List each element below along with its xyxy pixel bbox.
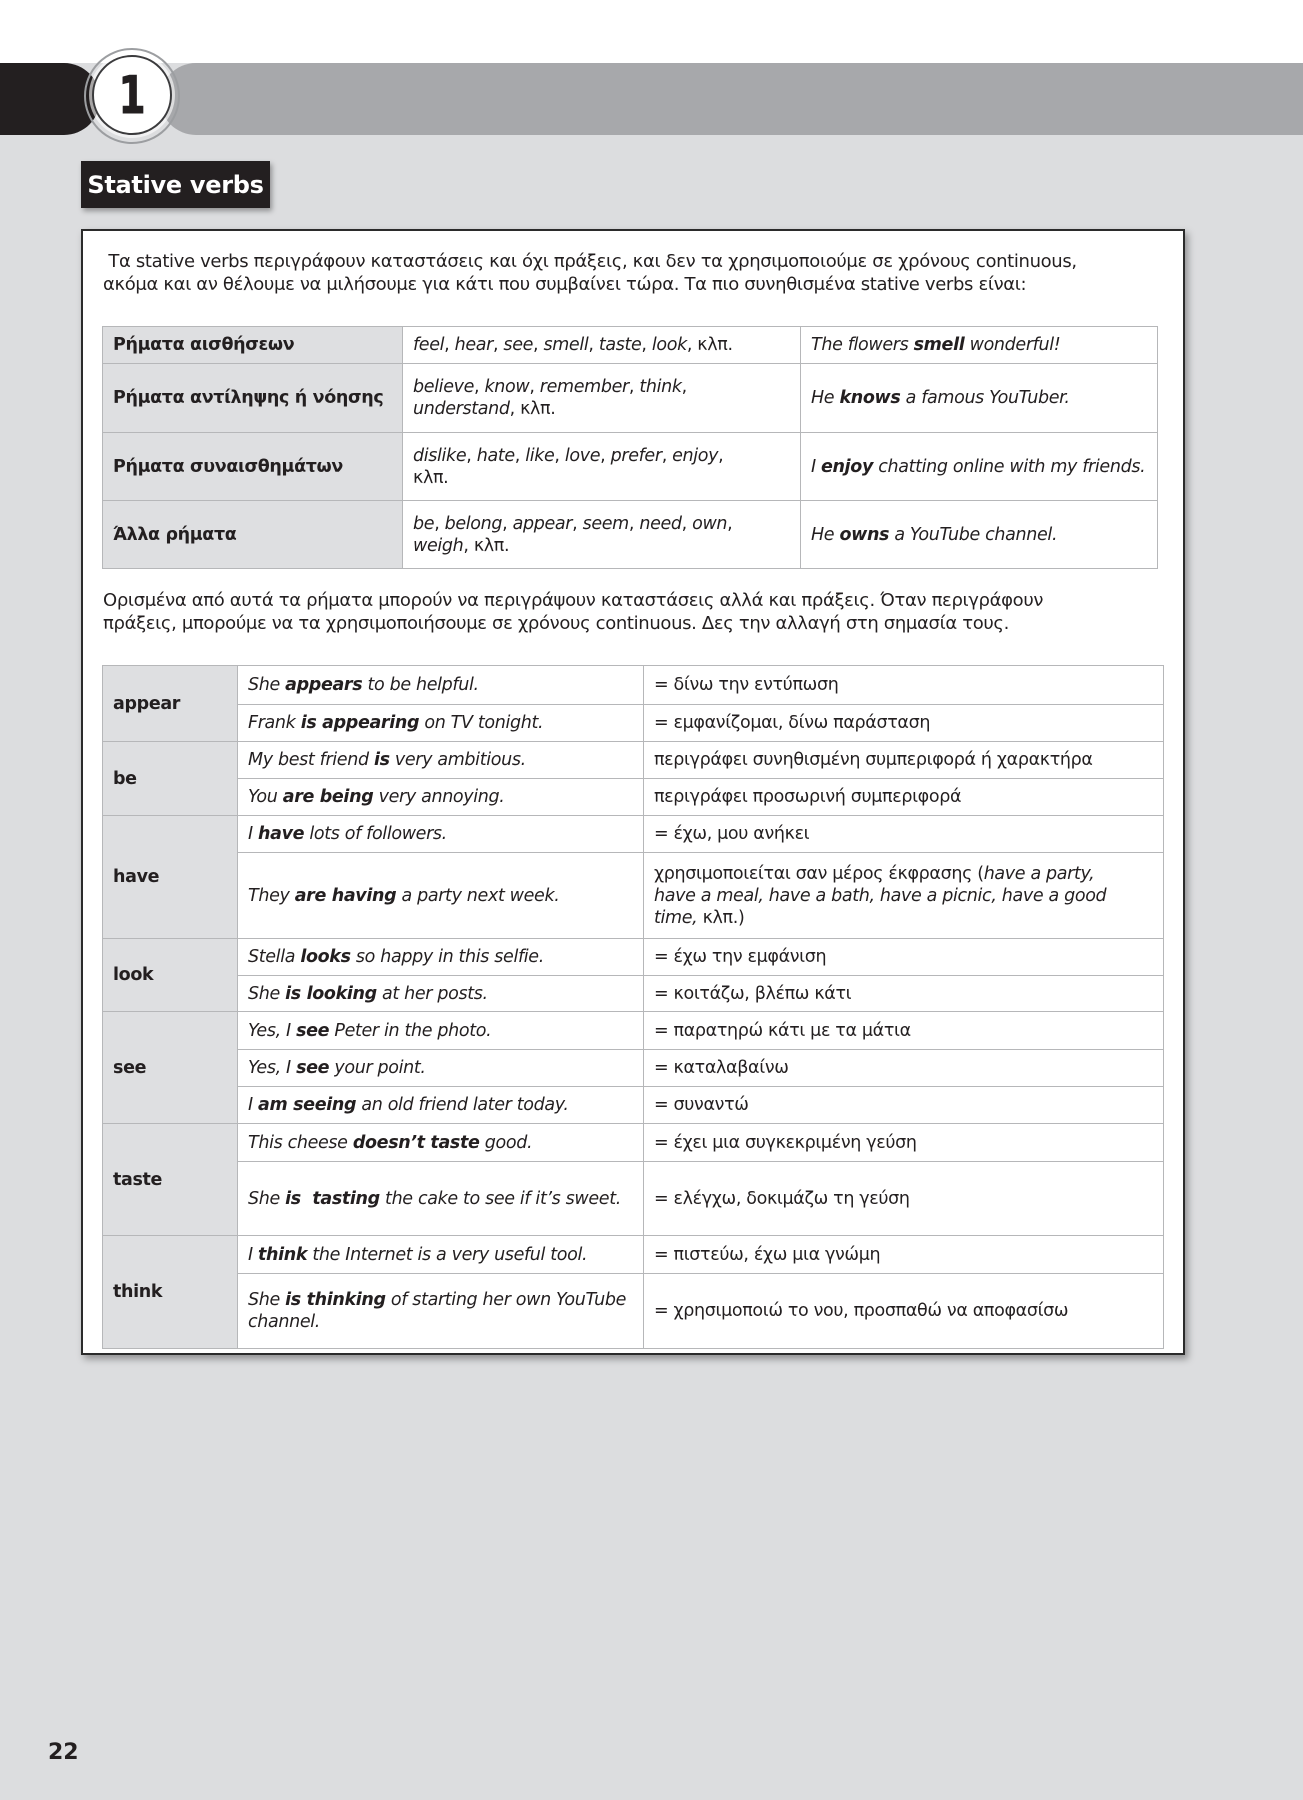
dynamic-use-paragraph — [103, 589, 1043, 635]
sentence-text: so happy in this selfie. — [350, 947, 544, 967]
example-text: He — [811, 524, 840, 545]
chapter-number: 1 — [118, 66, 146, 126]
sentence-text: Yes, I — [248, 1058, 297, 1078]
category-example — [801, 364, 1158, 433]
meaning-text: = κοιτάζω, βλέπω κάτι — [644, 976, 1164, 1012]
sentence-text: good. — [479, 1132, 533, 1153]
sentence-text: Peter in the photo. — [329, 1020, 492, 1041]
verb-label: think — [103, 1236, 238, 1349]
example-text: He — [811, 388, 840, 408]
verb-label: taste — [103, 1124, 238, 1236]
verb-label: look — [103, 939, 238, 1012]
example-sentence — [238, 939, 644, 976]
section-title: Stative verbs — [81, 161, 270, 208]
category-verbs: be, belong, appear, seem, need, own, weigh, κλπ. — [403, 501, 801, 569]
example-text: wonderful! — [964, 335, 1061, 355]
sentence-verb: is — [373, 750, 390, 770]
middle-line-2: πράξεις, μπορούμε να τα χρησιμοποιήσουμε σε χρόνους continuous. Δες την αλλαγή στη σημασία τους. — [103, 613, 1010, 634]
sentence-text: an old friend later today. — [356, 1095, 569, 1115]
meaning-text: = καταλαβαίνω — [644, 1050, 1164, 1087]
sentence-text: of starting her own YouTube channel. — [248, 1290, 632, 1332]
meaning-row — [103, 1274, 1164, 1349]
example-verb: smell — [913, 335, 965, 355]
meaning-row — [103, 976, 1164, 1012]
example-sentence — [238, 1087, 644, 1124]
sentence-verb: am seeing — [258, 1095, 357, 1115]
meaning-row — [103, 1124, 1164, 1162]
sentence-text: your point. — [329, 1058, 426, 1078]
middle-line-1: Ορισμένα από αυτά τα ρήματα μπορούν να περιγράψουν καταστάσεις αλλά και πράξεις. Όταν περιγράφουν — [103, 590, 1044, 611]
example-sentence — [238, 1124, 644, 1162]
category-row — [103, 433, 1158, 501]
sentence-text: Frank — [248, 713, 301, 733]
sentence-text: the Internet is a very useful tool. — [307, 1244, 588, 1265]
example-sentence — [238, 1274, 644, 1349]
sentence-text: Yes, I — [248, 1020, 297, 1041]
category-verbs: dislike, hate, like, love, prefer, enjoy, κλπ. — [403, 433, 801, 501]
example-text: The flowers — [811, 335, 914, 355]
sentence-text: I — [248, 1095, 259, 1115]
category-verbs: believe, know, remember, think, understand, κλπ. — [403, 364, 801, 433]
meaning-text: = ελέγχω, δοκιμάζω τη γεύση — [644, 1162, 1164, 1236]
meaning-text: χρησιμοποιείται σαν μέρος έκφρασης (have a party, have a meal, have a bath, have a picnic, have a good time, κλπ.) — [644, 853, 1164, 939]
meaning-text: περιγράφει συνηθισμένη συμπεριφορά ή χαρακτήρα — [644, 742, 1164, 779]
example-sentence — [238, 742, 644, 779]
category-row — [103, 501, 1158, 569]
meaning-text: = έχω, μου ανήκει — [644, 816, 1164, 853]
example-sentence — [238, 666, 644, 705]
meaning-row — [103, 939, 1164, 976]
meaning-row — [103, 816, 1164, 853]
sentence-text: She — [248, 675, 286, 695]
verb-label: have — [103, 816, 238, 939]
sentence-text: You — [248, 787, 283, 807]
sentence-verb: are having — [294, 885, 397, 906]
sentence-text: She — [248, 983, 286, 1004]
chapter-badge — [92, 55, 172, 135]
example-sentence — [238, 1050, 644, 1087]
category-example — [801, 433, 1158, 501]
meaning-text: = χρησιμοποιώ το νου, προσπαθώ να αποφασίσω — [644, 1274, 1164, 1349]
meaning-row — [103, 1012, 1164, 1050]
meaning-row — [103, 1087, 1164, 1124]
category-name: Ρήματα αισθήσεων — [103, 327, 403, 364]
sentence-text: She — [248, 1188, 286, 1209]
meaning-row — [103, 853, 1164, 939]
meaning-row — [103, 1162, 1164, 1236]
page-number: 22 — [48, 1740, 79, 1765]
sentence-verb: think — [258, 1244, 308, 1265]
example-text: a YouTube channel. — [889, 524, 1058, 545]
meaning-text: = έχω την εμφάνιση — [644, 939, 1164, 976]
sentence-text: very annoying. — [373, 787, 505, 807]
example-text: a famous YouTuber. — [900, 388, 1070, 408]
meaning-text: = πιστεύω, έχω μια γνώμη — [644, 1236, 1164, 1274]
example-verb: enjoy — [821, 456, 874, 477]
sentence-verb: is looking — [285, 983, 377, 1004]
sentence-verb: see — [296, 1058, 330, 1078]
category-example — [801, 327, 1158, 364]
sentence-text: My best friend — [248, 750, 374, 770]
intro-line-1: Τα stative verbs περιγράφουν καταστάσεις και όχι πράξεις, και δεν τα χρησιμοποιούμε σε χρόνους continuous, — [103, 251, 1077, 272]
category-row — [103, 327, 1158, 364]
example-sentence — [238, 1236, 644, 1274]
sentence-text: I — [248, 824, 259, 844]
meaning-row — [103, 742, 1164, 779]
category-example — [801, 501, 1158, 569]
meaning-text: = δίνω την εντύπωση — [644, 666, 1164, 705]
example-text: chatting online with my friends. — [873, 456, 1146, 477]
example-sentence — [238, 816, 644, 853]
category-verbs: feel, hear, see, smell, taste, look, κλπ. — [403, 327, 801, 364]
category-row — [103, 364, 1158, 433]
sentence-text: lots of followers. — [304, 824, 447, 844]
sentence-text: very ambitious. — [389, 750, 526, 770]
category-name: Ρήματα συναισθημάτων — [103, 433, 403, 501]
example-sentence — [238, 1012, 644, 1050]
sentence-verb: is tasting — [285, 1188, 380, 1209]
sentence-verb: is thinking — [285, 1290, 386, 1310]
example-sentence — [238, 1162, 644, 1236]
meaning-row — [103, 1050, 1164, 1087]
sentence-verb: are being — [282, 787, 374, 807]
intro-paragraph — [103, 250, 1077, 296]
intro-line-2: ακόμα και αν θέλουμε να μιλήσουμε για κάτι που συμβαίνει τώρα. Τα πιο συνηθισμένα stative verbs είναι: — [103, 274, 1027, 295]
sentence-text: a party next week. — [396, 885, 560, 906]
category-name: Ρήματα αντίληψης ή νόησης — [103, 364, 403, 433]
meaning-change-table — [102, 665, 1164, 1349]
stative-categories-table — [102, 326, 1158, 569]
example-verb: knows — [839, 388, 901, 408]
sentence-text: They — [248, 885, 295, 906]
example-sentence — [238, 779, 644, 816]
category-name: Άλλα ρήματα — [103, 501, 403, 569]
verb-label: be — [103, 742, 238, 816]
sentence-text: the cake to see if it’s sweet. — [379, 1188, 621, 1209]
sentence-verb: doesn’t taste — [352, 1132, 480, 1153]
example-text: I — [811, 456, 822, 477]
sentence-text: I — [248, 1244, 259, 1265]
meaning-text: = έχει μια συγκεκριμένη γεύση — [644, 1124, 1164, 1162]
meaning-row — [103, 779, 1164, 816]
sentence-text: Stella — [248, 947, 301, 967]
sentence-verb: is appearing — [300, 713, 420, 733]
sentence-verb: see — [296, 1020, 330, 1041]
sentence-text: This cheese — [248, 1132, 353, 1153]
meaning-text: περιγράφει προσωρινή συμπεριφορά — [644, 779, 1164, 816]
meaning-text: = εμφανίζομαι, δίνω παράσταση — [644, 705, 1164, 742]
meaning-text: = παρατηρώ κάτι με τα μάτια — [644, 1012, 1164, 1050]
example-sentence — [238, 853, 644, 939]
sentence-text: on TV tonight. — [419, 713, 544, 733]
sentence-verb: have — [258, 824, 305, 844]
example-sentence — [238, 976, 644, 1012]
example-verb: owns — [839, 524, 890, 545]
sentence-verb: looks — [300, 947, 351, 967]
sentence-verb: appears — [285, 675, 363, 695]
meaning-row — [103, 666, 1164, 705]
meaning-row — [103, 705, 1164, 742]
sentence-text: to be helpful. — [362, 675, 479, 695]
example-sentence — [238, 705, 644, 742]
sentence-text: She — [248, 1290, 286, 1310]
chapter-header-band — [160, 63, 1303, 135]
verb-label: appear — [103, 666, 238, 742]
meaning-text: = συναντώ — [644, 1087, 1164, 1124]
verb-label: see — [103, 1012, 238, 1124]
sentence-text: at her posts. — [376, 983, 488, 1004]
meaning-row — [103, 1236, 1164, 1274]
